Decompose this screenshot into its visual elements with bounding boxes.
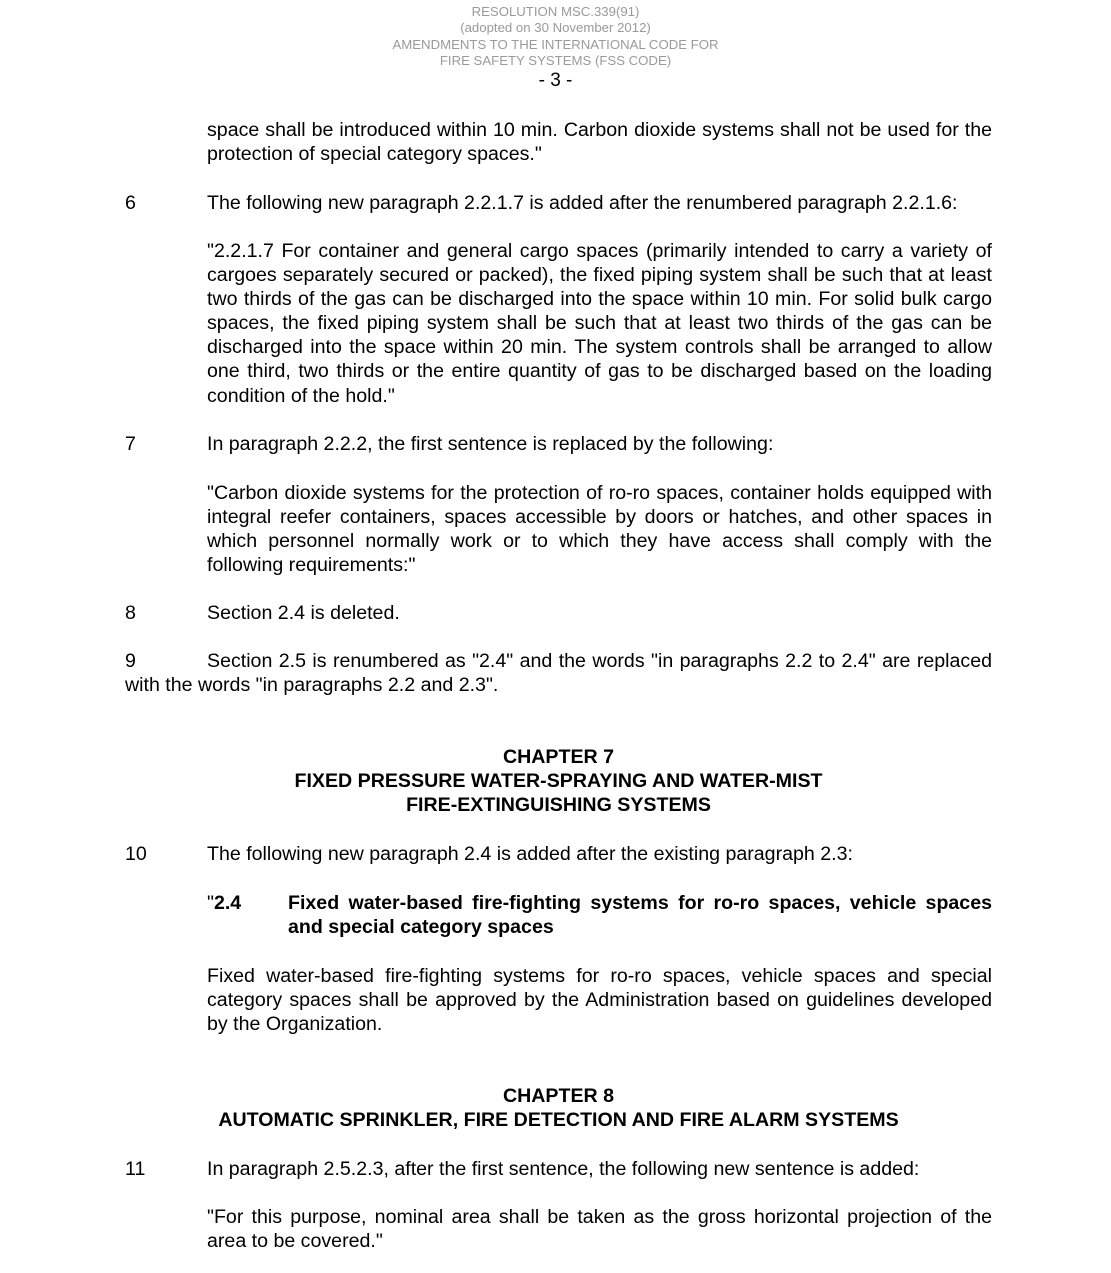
chapter-7-title: CHAPTER 7 <box>502 746 615 768</box>
chapter-8-subtitle: AUTOMATIC SPRINKLER, FIRE DETECTION AND FIRE ALARM SYSTEMS <box>218 1109 899 1132</box>
chapter-8-heading <box>0 1084 1111 1132</box>
item-number-6: 6 <box>125 192 136 214</box>
continuation-paragraph: space shall be introduced within 10 min. Carbon dioxide systems shall not be used for the protection of special category spaces." <box>207 119 992 166</box>
chapter-8-title: CHAPTER 8 <box>502 1085 615 1107</box>
section-heading-title: Fixed water-based fire-fighting systems for ro-ro spaces, vehicle spaces and special category spaces <box>288 892 992 939</box>
header-amendments-title: AMENDMENTS TO THE INTERNATIONAL CODE FOR <box>392 36 719 52</box>
item-6-text: The following new paragraph 2.2.1.7 is added after the renumbered paragraph 2.2.1.6: <box>207 192 958 214</box>
item-11-quote: "For this purpose, nominal area shall be taken as the gross horizontal projection of the area to be covered." <box>207 1206 992 1253</box>
section-heading-open-quote: " <box>207 892 214 914</box>
document-header <box>0 4 1111 69</box>
item-number-10: 10 <box>125 843 147 865</box>
chapter-7-heading <box>0 745 1111 817</box>
item-9-text: Section 2.5 is renumbered as "2.4" and the words "in paragraphs 2.2 to 2.4" are replaced with the words "in paragraphs 2.2 and 2.3". <box>125 650 992 697</box>
header-code-title: FIRE SAFETY SYSTEMS (FSS CODE) <box>439 52 672 68</box>
item-7-quote: "Carbon dioxide systems for the protection of ro-ro spaces, container holds equipped with integral reefer containers, spaces accessible by doors or hatches, and other spaces in which personnel normally work or to which they have access shall comply with the following requirements:" <box>207 482 992 577</box>
item-7-text: In paragraph 2.2.2, the first sentence is replaced by the following: <box>207 433 774 455</box>
item-11-text: In paragraph 2.5.2.3, after the first sentence, the following new sentence is added: <box>207 1158 920 1180</box>
header-adoption-date: (adopted on 30 November 2012) <box>460 20 651 36</box>
item-number-7: 7 <box>125 433 136 455</box>
item-number-8: 8 <box>125 602 136 624</box>
chapter-7-subtitle-line2: FIRE-EXTINGUISHING SYSTEMS <box>406 794 711 817</box>
item-10-body: Fixed water-based fire-fighting systems for ro-ro spaces, vehicle spaces and special category spaces shall be approved by the Administration based on guidelines developed by the Organization. <box>207 965 992 1036</box>
item-10-text: The following new paragraph 2.4 is added after the existing paragraph 2.3: <box>207 843 853 865</box>
item-number-9: 9 <box>125 650 136 672</box>
item-9-paragraph <box>125 649 992 697</box>
item-number-11: 11 <box>125 1158 146 1180</box>
chapter-7-subtitle-line1: FIXED PRESSURE WATER-SPRAYING AND WATER-MIST <box>294 770 823 793</box>
page-number: - 3 - <box>538 70 573 91</box>
section-heading-number-value: 2.4 <box>213 892 242 914</box>
item-6-quote: "2.2.1.7 For container and general cargo spaces (primarily intended to carry a variety of cargoes separately secured or packed), the fixed piping system shall be such that at least two thirds of the gas can be discharged into the space within 10 min. For solid bulk cargo spaces, the fixed piping system shall be such that at least two thirds of the gas can be discharged into the space within 20 min. The system controls shall be arranged to allow one third, two thirds or the entire quantity of gas to be discharged based on the loading condition of the hold." <box>207 240 992 407</box>
header-resolution: RESOLUTION MSC.339(91) <box>471 4 640 19</box>
section-heading-number <box>207 891 241 915</box>
item-8-text: Section 2.4 is deleted. <box>207 602 400 624</box>
